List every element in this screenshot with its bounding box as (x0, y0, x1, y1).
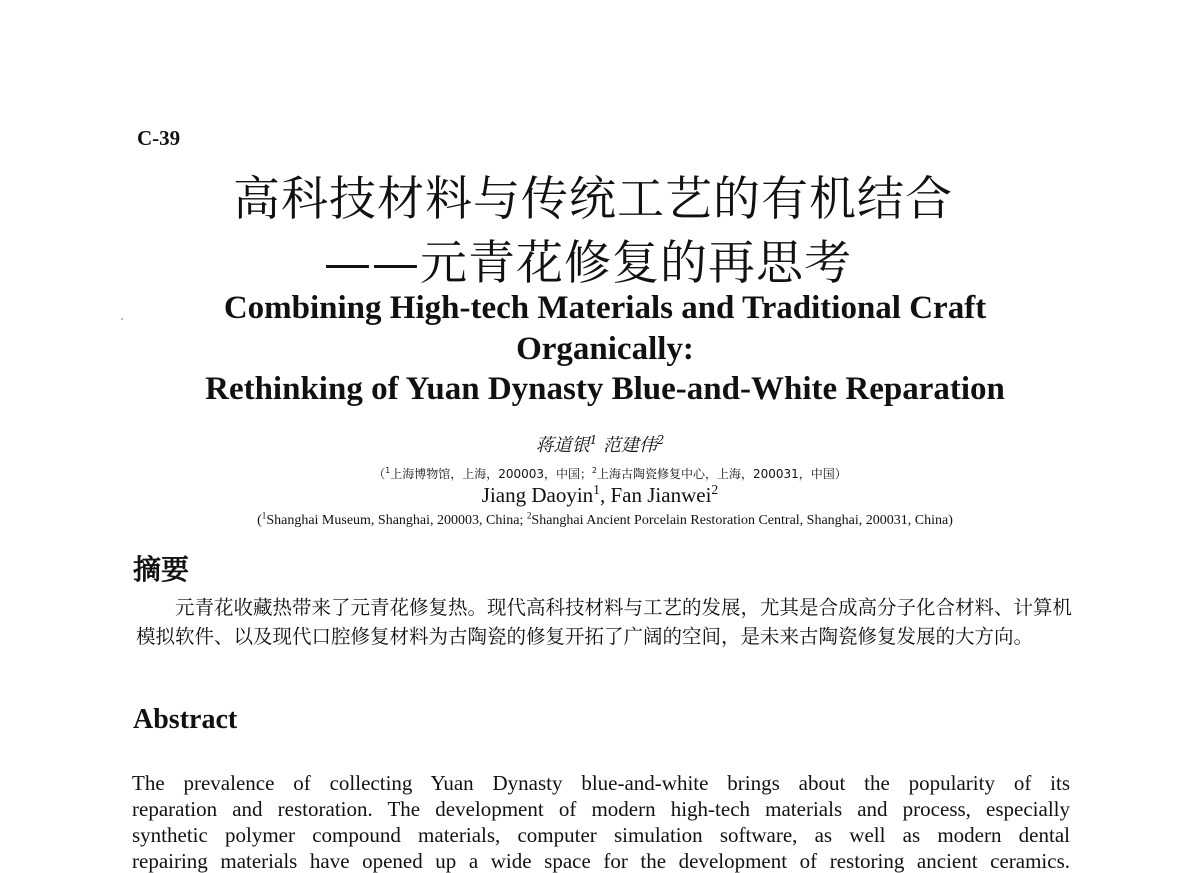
author-en-2: Fan Jianwei (610, 483, 712, 507)
affil-en-sup2: 2 (526, 510, 532, 521)
author-cn-2: 范建伟 (602, 435, 657, 456)
author-cn-1: 蒋道银 (535, 435, 590, 456)
abstract-en-line2: reparation and restoration. The development of modern high-tech materials and process, especially (132, 797, 1070, 821)
paper-code: C-39 (137, 126, 181, 150)
affil-en-2: Shanghai Ancient Porcelain Restoration Central, Shanghai, 200031, China) (531, 513, 953, 528)
affil-en-open: ( (257, 513, 262, 528)
author-en-1-sup: 1 (593, 482, 600, 497)
authors-en (0, 483, 1200, 508)
authors-cn (0, 431, 1200, 457)
title-en-line1: Combining High-tech Materials and Traditional Craft (223, 290, 987, 326)
affil-cn-sup2: 2 (592, 466, 597, 475)
author-en-2-sup: 2 (711, 482, 719, 497)
abstract-en-line1: The prevalence of collecting Yuan Dynasty blue-and-white brings about the popularity of its (132, 771, 1070, 795)
author-en-1: Jiang Daoyin (481, 483, 594, 507)
abstract-en-heading: Abstract (133, 704, 238, 735)
affil-cn-sup1: 1 (385, 466, 391, 475)
affil-en-sup1: 1 (261, 510, 267, 521)
affil-en-1: Shanghai Museum, Shanghai, 200003, China; (266, 513, 527, 528)
abstract-en-line3: synthetic polymer compound materials, computer simulation software, as well as modern dental (132, 823, 1070, 847)
affil-cn-open: （ (373, 467, 386, 481)
title-cn-line1: 高科技材料与传统工艺的有机结合 (233, 172, 953, 227)
affiliations-cn (0, 465, 1200, 482)
abstract-cn-text: 元青花收藏热带来了元青花修复热。现代高科技材料与工艺的发展，尤其是合成高分子化合材料、计算机模拟软件、以及现代口腔修复材料为古陶瓷的修复开拓了广阔的空间，是未来古陶瓷修复发展的大方向。 (136, 596, 1073, 648)
abstract-en-line4: repairing materials have opened up a wide space for the development of restoring ancient ceramics. (132, 849, 1070, 873)
title-cn-line2: ——元青花修复的再思考 (324, 236, 852, 291)
affil-cn-1: 上海博物馆，上海，200003，中国； (390, 467, 592, 481)
author-cn-2-sup: 2 (656, 433, 665, 447)
affil-cn-2: 上海古陶瓷修复中心，上海，200031，中国） (596, 467, 847, 481)
title-en-line2: Organically: (516, 331, 694, 367)
author-cn-1-sup: 1 (589, 433, 598, 447)
affiliations-en (0, 510, 1200, 529)
author-en-sep: , (600, 483, 611, 507)
abstract-en-text (132, 770, 1070, 873)
title-en-line3: Rethinking of Yuan Dynasty Blue-and-White Reparation (205, 371, 1005, 407)
abstract-cn-heading: 摘要 (133, 553, 190, 586)
